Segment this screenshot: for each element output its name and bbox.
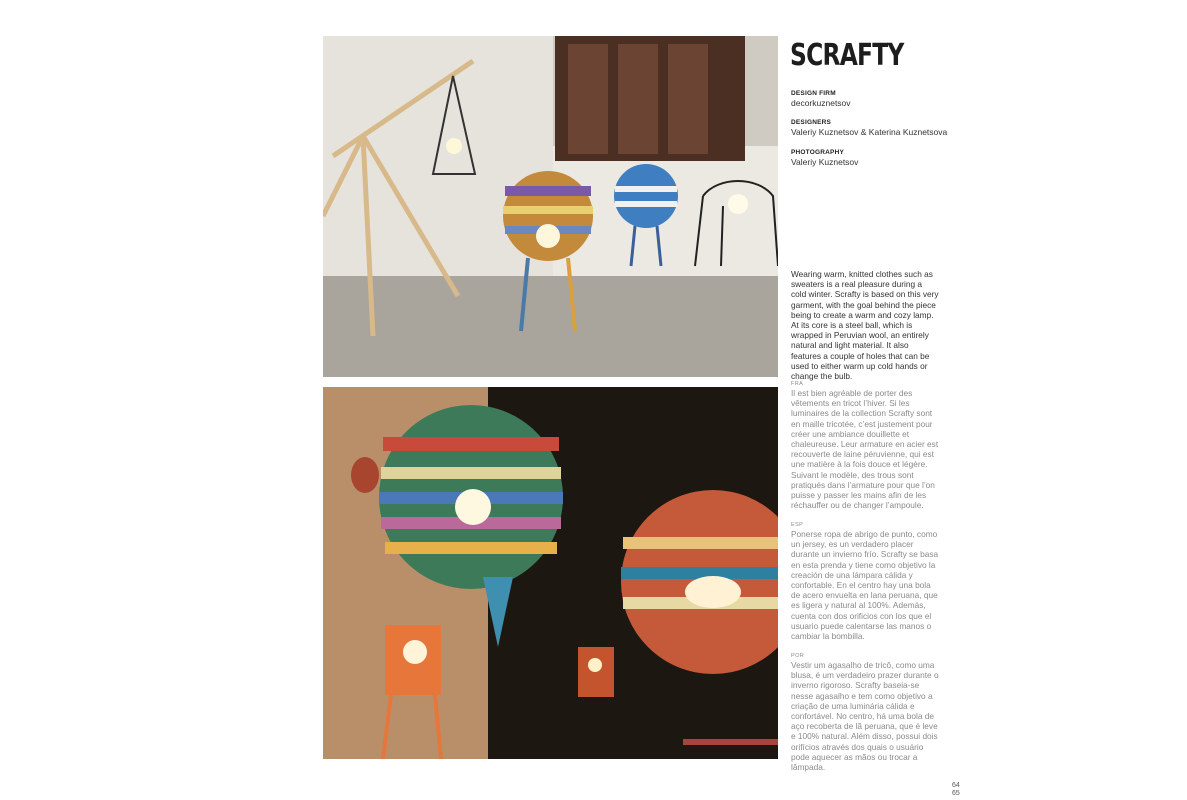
translation-text: Vestir um agasalho de tricô, como uma blusa, é um verdadeiro prazer durante o inverno rigoroso. Scrafty baseia-se nesse agasalho e tem como objetivo a criação de uma luminária cálida e confortável. No centro, há uma bola de aço recoberta de lã peruana, que é leve e 100% natural. Além disso, possui dois orifícios através dos quais o usuário pode aquecer as mãos ou trocar a lâmpada. xyxy=(791,660,939,773)
photo-lamps-room xyxy=(323,36,778,377)
translation-esp xyxy=(791,521,939,641)
translation-text: Ponerse ropa de abrigo de punto, como un jersey, es un verdadero placer durante un invierno frío. Scrafty se basa en esta prenda y tiene como objetivo la creación de una lámpara cálida y confortable. En el centro hay una bola de acero envuelta en lana peruana, que es ligera y natural al 100%. Además, cuenta con dos orificios con los que el usuario puede calentarse las manos o cambiar la bombilla. xyxy=(791,529,939,642)
photo-knitted-globes xyxy=(323,387,778,759)
credit-label: DESIGNERS xyxy=(791,119,832,126)
page-numbers xyxy=(952,782,960,798)
page-number: 65 xyxy=(952,790,960,797)
translation-fra xyxy=(791,380,939,510)
credit-value: Valeriy Kuznetsov xyxy=(791,157,859,167)
language-label: FRA xyxy=(791,381,804,387)
credit-design-firm xyxy=(791,90,941,108)
credit-label: PHOTOGRAPHY xyxy=(791,149,845,156)
page-number: 64 xyxy=(952,782,960,789)
credit-value: Valeriy Kuznetsov & Katerina Kuznetsova xyxy=(791,127,948,137)
language-label: POR xyxy=(791,653,805,659)
credit-value: decorkuznetsov xyxy=(791,98,851,108)
language-label: ESP xyxy=(791,522,804,528)
credit-label: DESIGN FIRM xyxy=(791,90,836,97)
body-text-english: Wearing warm, knitted clothes such as sweaters is a real pleasure during a cold winter. Scrafty is based on this very garment, with the goal behind the piece being to create a warm and cozy lamp. At its core is a steel ball, which is wrapped in Peruvian wool, an entirely natural and light material. It also features a couple of holes that can be used to either warm up cold hands or change the bulb. xyxy=(791,269,939,382)
credit-designers xyxy=(791,119,951,137)
article-title: SCRAFTY xyxy=(790,38,904,73)
credit-photography xyxy=(791,149,941,167)
translation-text: Il est bien agréable de porter des vêtements en tricot l’hiver. Si les luminaires de la collection Scrafty sont en maille tricotée, c’est justement pour créer une ambiance douillette et chaleureuse. Leur armature en acier est recouverte de laine péruvienne, qui est une matière à la fois douce et légère. Suivant le modèle, des trous sont pratiqués dans l’armature pour que l’on puisse y passer les mains afin de les réchauffer ou de changer l’ampoule. xyxy=(791,388,939,511)
translation-por xyxy=(791,652,939,772)
